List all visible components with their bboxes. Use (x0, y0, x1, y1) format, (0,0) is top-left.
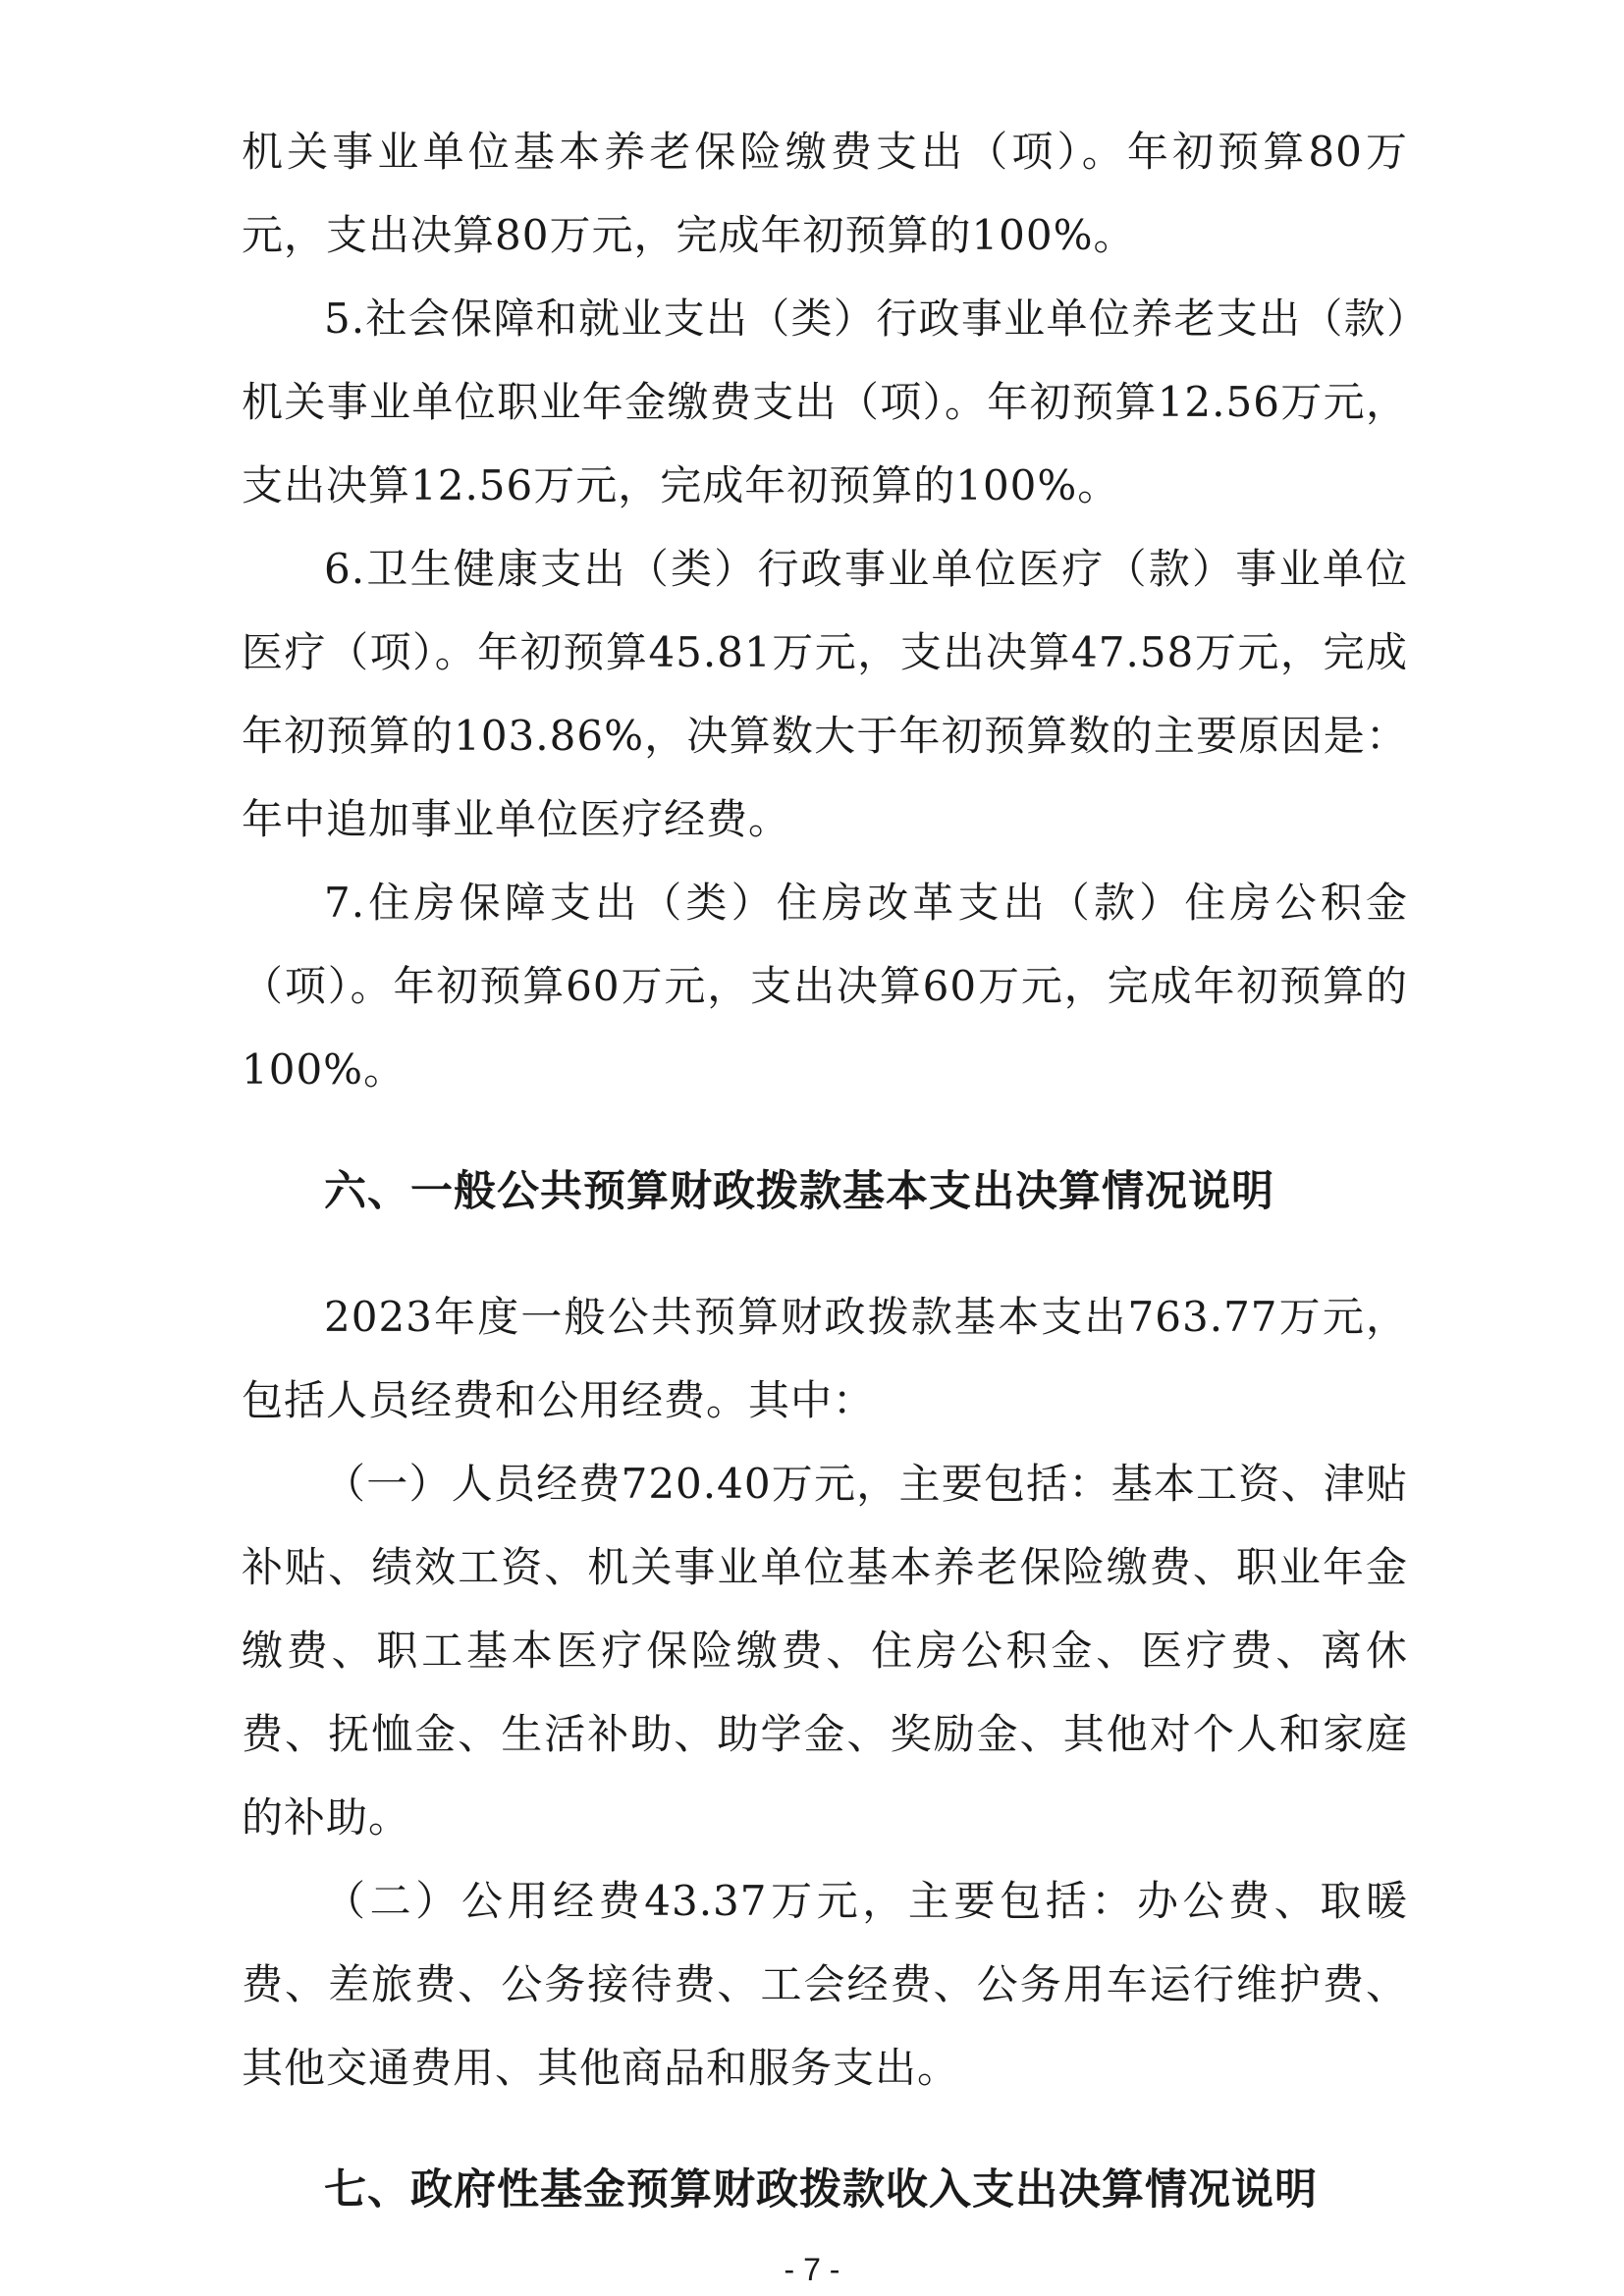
section-7-heading: 七、政府性基金预算财政拨款收入支出决算情况说明 (324, 2165, 1318, 2215)
section-6-intro: 2023年度一般公共预算财政拨款基本支出763.77万元，包括人员经费和公用经费。其中： (242, 1293, 1408, 1424)
section-6-public-expenses: （二）公用经费43.37万元，主要包括：办公费、取暖费、差旅费、公务接待费、工会经费、公务用车运行维护费、其他交通费用、其他商品和服务支出。 (242, 1877, 1408, 2092)
paragraph-pension-insurance: 机关事业单位基本养老保险缴费支出（项）。年初预算80万元，支出决算80万元，完成年初预算的100%。 (242, 128, 1408, 259)
paragraph-health-medical: 6.卫生健康支出（类）行政事业单位医疗（款）事业单位医疗（项）。年初预算45.81万元，支出决算47.58万元，完成年初预算的103.86%，决算数大于年初预算数的主要原因是：年中追加事业单位医疗经费。 (242, 545, 1408, 843)
document-body (242, 110, 1408, 2232)
paragraph-housing-fund: 7.住房保障支出（类）住房改革支出（款）住房公积金（项）。年初预算60万元，支出决算60万元，完成年初预算的100%。 (242, 879, 1408, 1094)
page-number: - 7 - (784, 2252, 840, 2287)
section-6-personnel-expenses: （一）人员经费720.40万元，主要包括：基本工资、津贴补贴、绩效工资、机关事业单位基本养老保险缴费、职业年金缴费、职工基本医疗保险缴费、住房公积金、医疗费、离休费、抚恤金、生活补助、助学金、奖励金、其他对个人和家庭的补助。 (242, 1460, 1408, 1842)
section-6-heading: 六、一般公共预算财政拨款基本支出决算情况说明 (324, 1167, 1274, 1216)
paragraph-occupational-annuity: 5.社会保障和就业支出（类）行政事业单位养老支出（款）机关事业单位职业年金缴费支出（项）。年初预算12.56万元，支出决算12.56万元，完成年初预算的100%。 (242, 294, 1408, 509)
